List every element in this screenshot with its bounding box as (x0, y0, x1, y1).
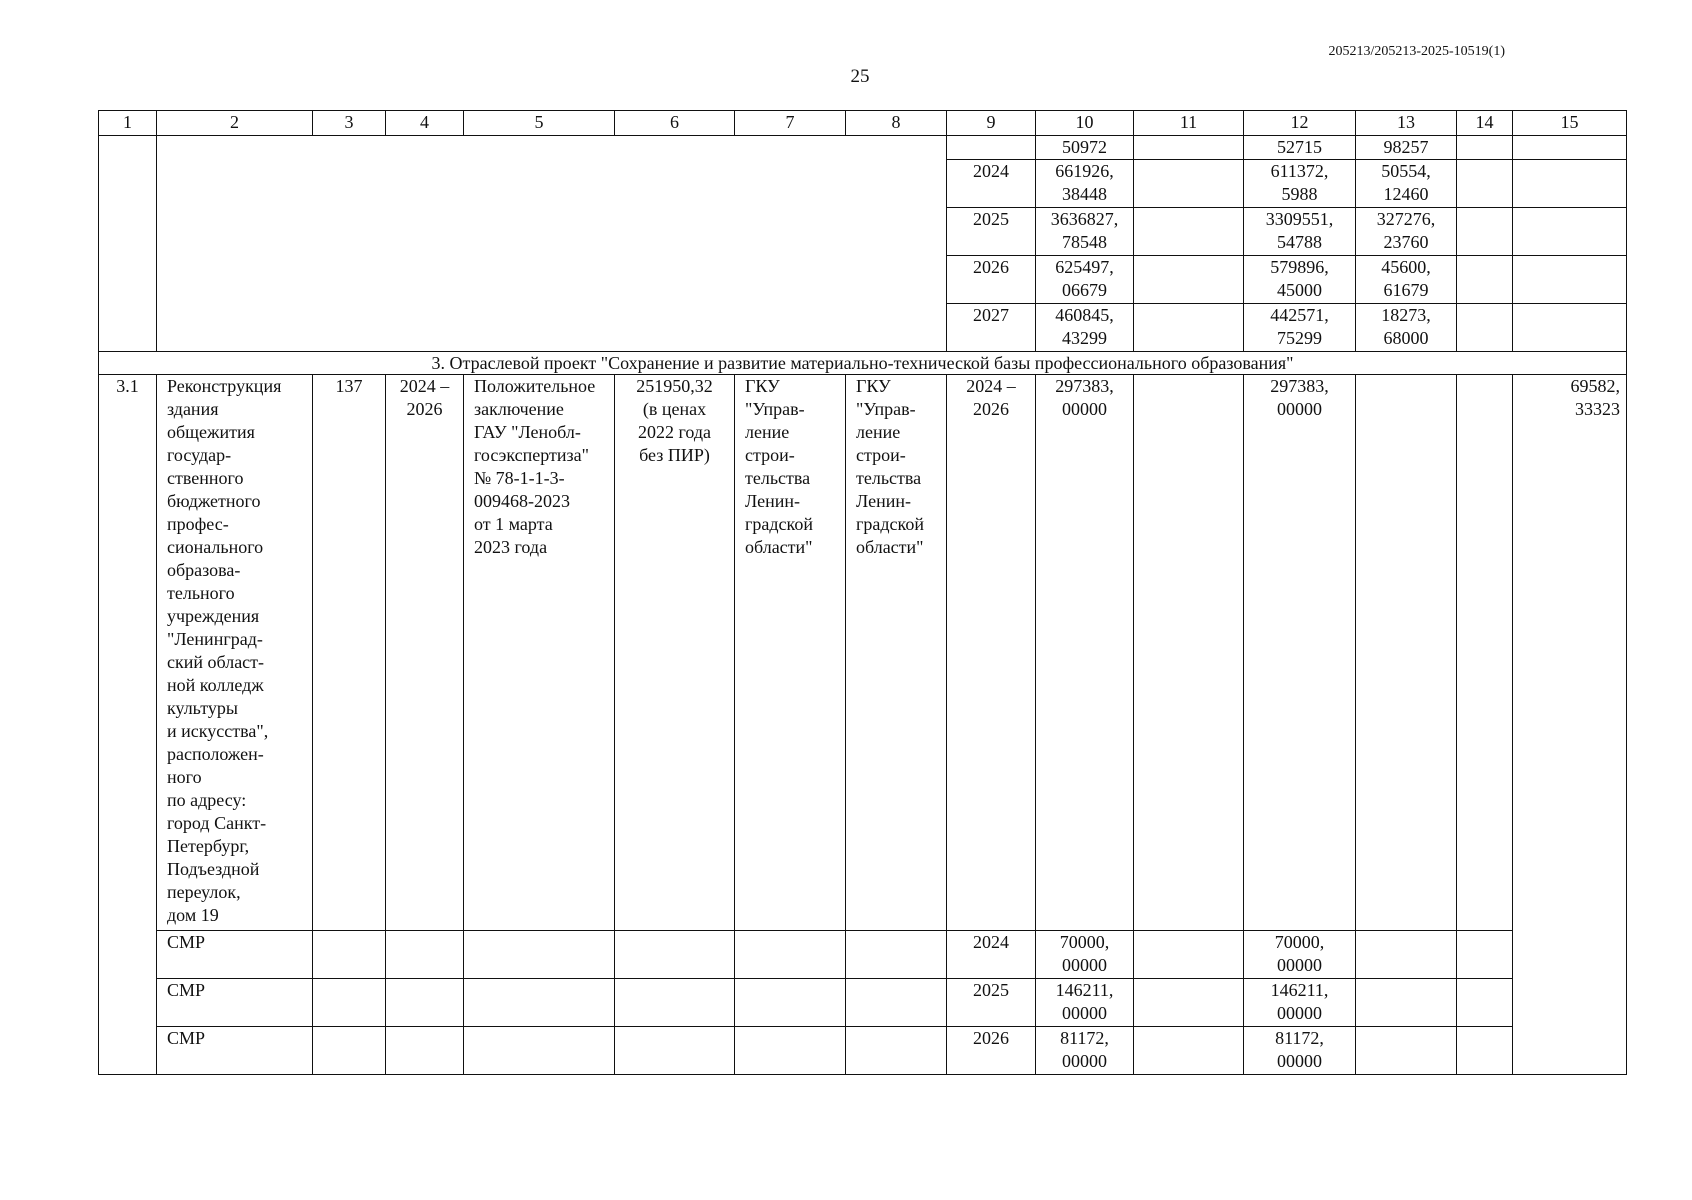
column-header: 6 (615, 111, 735, 136)
value-cell: 579896, 45000 (1244, 256, 1356, 304)
value-cell: 18273, 68000 (1356, 304, 1457, 352)
column-header: 15 (1513, 111, 1627, 136)
cell-empty (1457, 375, 1513, 931)
column-header: 9 (947, 111, 1036, 136)
column-header: 10 (1036, 111, 1134, 136)
column-header: 4 (386, 111, 464, 136)
section-title: 3. Отраслевой проект "Сохранение и развитие материально-технической базы профессионального образования" (99, 352, 1627, 375)
cell-empty (1513, 304, 1627, 352)
column-header: 5 (464, 111, 615, 136)
item-number: 3.1 (99, 375, 157, 1075)
column-header: 3 (313, 111, 386, 136)
year-cell: 2027 (947, 304, 1036, 352)
value-cell: 3309551, 54788 (1244, 208, 1356, 256)
column-number-header (99, 111, 1627, 136)
cell-empty (1134, 375, 1244, 931)
cell-empty (1457, 304, 1513, 352)
cell-empty (1457, 256, 1513, 304)
value-cell: 611372, 5988 (1244, 160, 1356, 208)
year-cell: 2025 (947, 208, 1036, 256)
item-c12: 297383, 00000 (1244, 375, 1356, 931)
program-table (98, 110, 1627, 1075)
item-developer: ГКУ "Управ- ление строи- тельства Ленин- градской области" (846, 375, 947, 931)
value-cell: 442571, 75299 (1244, 304, 1356, 352)
cell-empty (313, 931, 386, 979)
sub-row-label: СМР (157, 1027, 313, 1075)
value-cell: 70000, 00000 (1036, 931, 1134, 979)
cell-empty (1134, 979, 1244, 1027)
item-c3: 137 (313, 375, 386, 931)
cell-empty (846, 979, 947, 1027)
document-id: 205213/205213-2025-10519(1) (1328, 44, 1505, 59)
value-cell: 327276, 23760 (1356, 208, 1457, 256)
cell-empty (846, 931, 947, 979)
value-cell: 98257 (1356, 136, 1457, 160)
item-c10: 297383, 00000 (1036, 375, 1134, 931)
item-expert-conclusion: Положительное заключение ГАУ "Ленобл- госэкспертиза" № 78-1-1-3- 009468-2023 от 1 марта 2023 года (464, 375, 615, 931)
cell-empty (313, 979, 386, 1027)
cell-empty (464, 1027, 615, 1075)
cell-empty (1356, 979, 1457, 1027)
item-period: 2024 – 2026 (386, 375, 464, 931)
cell-empty (615, 1027, 735, 1075)
year-cell: 2025 (947, 979, 1036, 1027)
cell-empty (386, 1027, 464, 1075)
column-header: 7 (735, 111, 846, 136)
value-cell: 625497, 06679 (1036, 256, 1134, 304)
value-cell: 70000, 00000 (1244, 931, 1356, 979)
cell-empty (615, 979, 735, 1027)
value-cell: 81172, 00000 (1244, 1027, 1356, 1075)
cell-empty (1356, 1027, 1457, 1075)
cell-empty (735, 931, 846, 979)
cell-empty (313, 1027, 386, 1075)
cell-empty (1356, 375, 1457, 931)
item-customer: ГКУ "Управ- ление строи- тельства Ленин- градской области" (735, 375, 846, 931)
year-cell: 2026 (947, 256, 1036, 304)
column-header: 8 (846, 111, 947, 136)
column-header: 12 (1244, 111, 1356, 136)
value-cell: 661926, 38448 (1036, 160, 1134, 208)
cell-empty (1134, 1027, 1244, 1075)
cell-empty (1134, 304, 1244, 352)
cell-empty (1513, 208, 1627, 256)
table-row (99, 1027, 1627, 1075)
sub-row-label: СМР (157, 979, 313, 1027)
year-cell (947, 136, 1036, 160)
cell-empty (1457, 208, 1513, 256)
value-cell: 460845, 43299 (1036, 304, 1134, 352)
cell-empty (1457, 931, 1513, 979)
column-header: 1 (99, 111, 157, 136)
year-cell: 2026 (947, 1027, 1036, 1075)
sub-row-label: СМР (157, 931, 313, 979)
cell-empty (1134, 256, 1244, 304)
year-cell: 2024 (947, 931, 1036, 979)
cell-empty (1457, 979, 1513, 1027)
cell-empty (1134, 160, 1244, 208)
cell-empty (615, 931, 735, 979)
table-row (99, 931, 1627, 979)
cell-empty (99, 136, 157, 352)
table-row (99, 136, 1627, 160)
value-cell: 50972 (1036, 136, 1134, 160)
cell-empty (1457, 136, 1513, 160)
item-years: 2024 – 2026 (947, 375, 1036, 931)
cell-empty (157, 136, 947, 352)
cell-empty (1356, 931, 1457, 979)
table-row (99, 375, 1627, 931)
column-header: 2 (157, 111, 313, 136)
column-header: 11 (1134, 111, 1244, 136)
value-cell: 52715 (1244, 136, 1356, 160)
cell-empty (735, 979, 846, 1027)
cell-empty (1457, 1027, 1513, 1075)
cell-empty (1513, 256, 1627, 304)
cell-empty (1513, 136, 1627, 160)
cell-empty (1457, 160, 1513, 208)
cell-empty (386, 931, 464, 979)
page-number: 25 (850, 66, 870, 87)
column-header: 13 (1356, 111, 1457, 136)
cell-empty (464, 979, 615, 1027)
value-cell: 81172, 00000 (1036, 1027, 1134, 1075)
item-c15: 69582, 33323 (1513, 375, 1627, 1075)
cell-empty (1134, 136, 1244, 160)
year-cell: 2024 (947, 160, 1036, 208)
cell-empty (386, 979, 464, 1027)
value-cell: 45600, 61679 (1356, 256, 1457, 304)
item-cost: 251950,32 (в ценах 2022 года без ПИР) (615, 375, 735, 931)
cell-empty (846, 1027, 947, 1075)
item-name: Реконструкция здания общежития государ- ственного бюджетного профес- сионального образова- тельного учреждения "Ленинград- ский област- ной колледж культуры и искусства", расположен- ного по адресу: город Санкт- Петербург, Подъездной переулок, дом 19 (157, 375, 313, 931)
value-cell: 50554, 12460 (1356, 160, 1457, 208)
value-cell: 146211, 00000 (1036, 979, 1134, 1027)
value-cell: 3636827, 78548 (1036, 208, 1134, 256)
cell-empty (735, 1027, 846, 1075)
section-row (99, 352, 1627, 375)
cell-empty (1134, 208, 1244, 256)
value-cell: 146211, 00000 (1244, 979, 1356, 1027)
cell-empty (1134, 931, 1244, 979)
cell-empty (1513, 160, 1627, 208)
cell-empty (464, 931, 615, 979)
table-row (99, 979, 1627, 1027)
column-header: 14 (1457, 111, 1513, 136)
